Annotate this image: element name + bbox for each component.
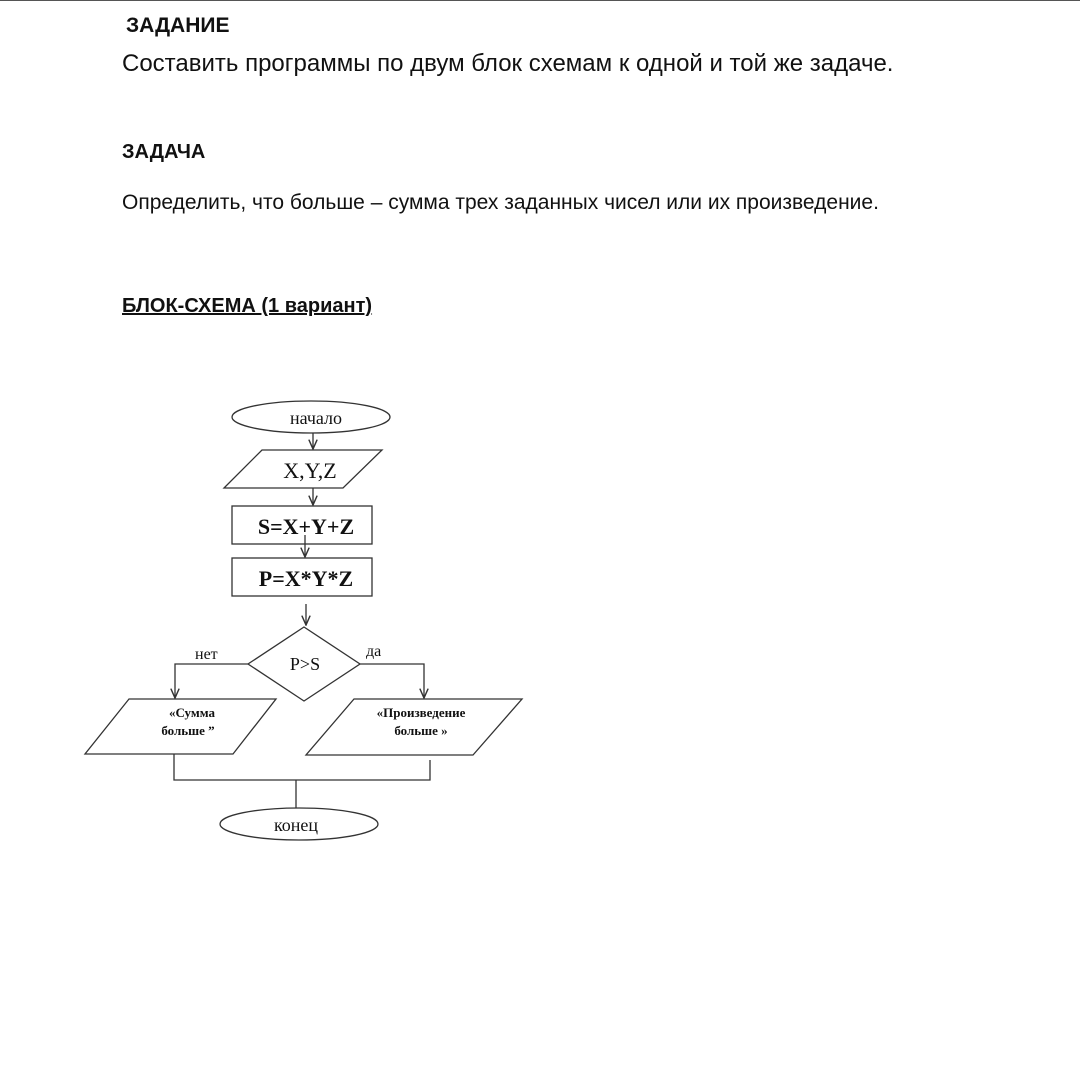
output-product-line2: больше » [394, 723, 448, 738]
output-product-line1: «Произведение [376, 705, 466, 720]
problem-heading: ЗАДАЧА [122, 141, 206, 163]
task-text: Составить программы по двум блок схемам к одной и той же задаче. [122, 50, 894, 77]
output-sum-line1: «Сумма [168, 705, 216, 720]
end-label: конец [273, 815, 319, 835]
yes-branch-label: да [366, 643, 382, 660]
connector-merge [174, 754, 430, 780]
decision-label: P>S [289, 654, 321, 674]
product-label: P=X*Y*Z [258, 566, 354, 591]
no-branch-label: нет [195, 646, 218, 663]
task-heading: ЗАДАНИЕ [126, 14, 230, 37]
scheme-heading: БЛОК-СХЕМА (1 вариант) [122, 295, 373, 317]
connector-yes-branch [360, 664, 424, 698]
output-sum-line2: больше ” [161, 723, 215, 738]
problem-text: Определить, что больше – сумма трех заданных чисел или их произведение. [122, 191, 879, 214]
start-label: начало [289, 408, 343, 428]
connector-no-branch [175, 664, 248, 698]
input-label: X,Y,Z [283, 458, 337, 483]
sum-label: S=X+Y+Z [257, 514, 355, 539]
